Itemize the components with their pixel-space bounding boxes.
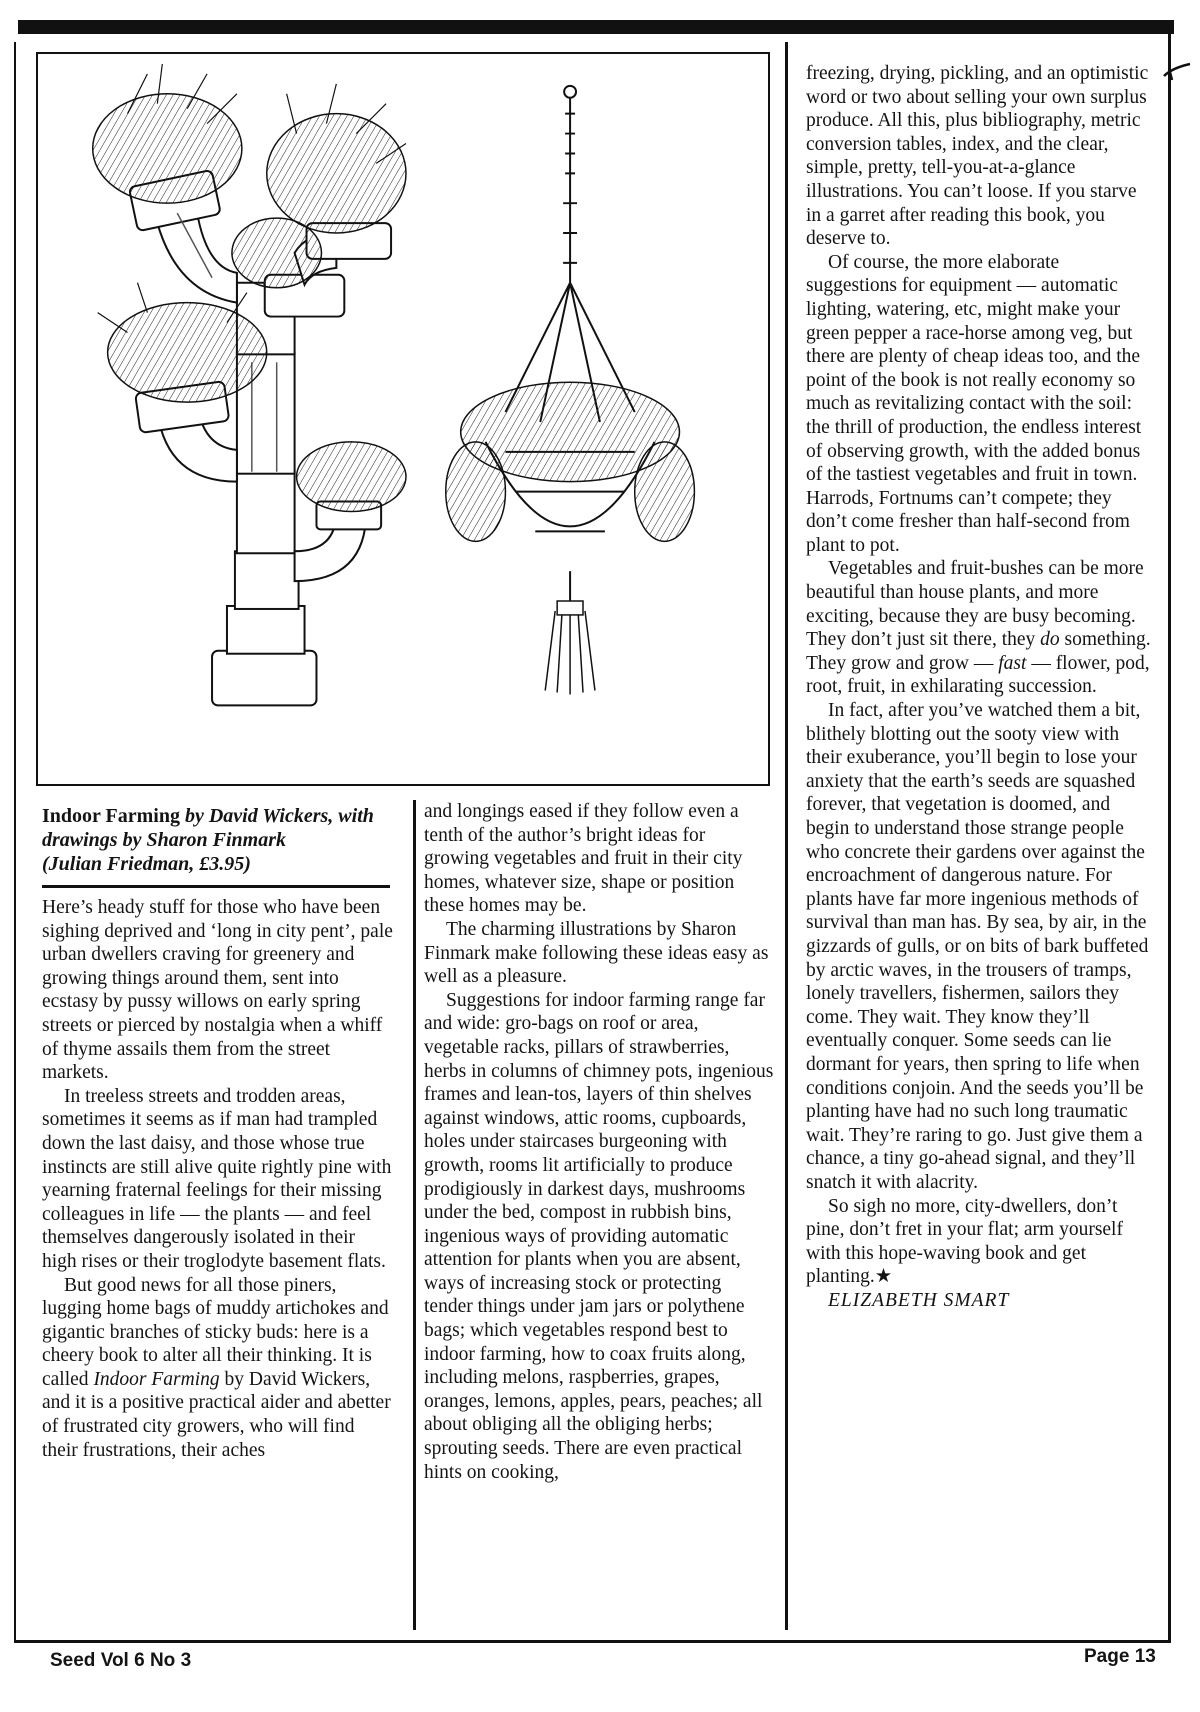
macrame-tassel xyxy=(545,601,595,694)
paragraph xyxy=(806,557,1154,699)
caption-rule xyxy=(42,885,390,888)
book-title-inline: Indoor Farming xyxy=(93,1368,220,1390)
pen-mark-icon xyxy=(1162,62,1192,82)
paragraph: The charming illustrations by Sharon Finmark make following these ideas easy as well as a pleasure. xyxy=(424,918,769,988)
text-run: by David Wickers, and it is a positive practical aider and abetter of frustrated city growers, who will find their frustrations, their aches xyxy=(42,1368,391,1461)
paragraph: Here’s heady stuff for those who have been sighing deprived and ‘long in city pent’, pale urban dwellers craving for greenery and growing things around them, sent into ecstasy by pussy willows on early spring streets or pierced by nostalgia when a whiff of thyme assails them from the street markets. xyxy=(42,897,393,1084)
paragraph: Suggestions for indoor farming range far and wide: gro-bags on roof or area, vegetable racks, pillars of strawberries, herbs in columns of chimney pots, ingenious frames and lean-tos, layers of thin shelves against windows, attic rooms, cupboards, holes under staircases burgeoning with growth, rooms lit artificially to produce prodigiously in darkest days, mushrooms under the bed, compost in rubbish bins, ingenious ways of providing automatic attention for plants when you are absent, ways of increasing stock or protecting tender things under jam jars or polythene bags; which vegetables respond best to indoor farming, how to coax fruits along, including melons, raspberries, grapes, oranges, lemons, apples, pears, peaches; all about obliging all the obliging herbs; sprouting seeds. There are even practical hints on cooking, xyxy=(424,989,774,1483)
paragraph xyxy=(42,1274,394,1463)
article-column-1 xyxy=(42,896,394,1462)
article-column-2 xyxy=(424,800,774,1484)
text-run: something. They grow and grow — xyxy=(806,629,1151,674)
plant-illustration xyxy=(38,54,768,784)
author-byline: ELIZABETH SMART xyxy=(828,1289,1010,1311)
article-column-3 xyxy=(806,62,1154,1312)
paragraph: In treeless streets and trodden areas, sometimes it seems as if man had trampled down the last daisy, and those whose true instincts are still alive quite rightly pine with yearning fraternal feelings for their missing colleagues in life — the plants — and feel themselves dangerously isolated in their high rises or their troglodyte basement flats. xyxy=(42,1085,392,1272)
emphasis: do xyxy=(1040,629,1060,651)
paragraph: freezing, drying, pickling, and an optimistic word or two about selling your own surplus produce. All this, plus bibliography, metric conversion tables, index, and the clear, simple, pretty, tell-you-at-a-glance illustrations. You can’t loose. If you starve in a garret after reading this book, you deserve to. xyxy=(806,63,1149,250)
hanging-foliage xyxy=(446,382,695,541)
text-run: — flower, pod, root, fruit, in exhilarating succession. xyxy=(806,652,1150,698)
text-run: But good news for all those piners, lugging home bags of muddy artichokes and gigantic branches of sticky buds: here is a cheery book to alter all their thinking. It is called xyxy=(42,1274,389,1390)
book-publisher: (Julian Friedman, £3.95) xyxy=(42,853,251,875)
book-credits: by David Wickers, with drawings by Sharon Finmark xyxy=(42,805,374,851)
frame-right-rule xyxy=(1168,34,1171,1642)
paragraph: In fact, after you’ve watched them a bit, blithely blotting out the sooty view with their exuberance, you’ll begin to lose your anxiety that the earth’s seeds are squashed forever, that vegetation is doomed, and begin to understand those strange people who concrete their gardens over against the encroachment of dangerous nature. For plants have far more ingenious methods of survival than man has. By sea, by air, in the gizzards of gulls, or on bits of bark buffeted by arctic waves, in the trousers of tramps, lonely travellers, fishermen, sailors they come. They wait. They know they’ll eventually conquer. Some seeds can lie dormant for years, then spring to life when conditions conjoin. And the seeds you’ll be planting have had no such long traumatic wait. They’re raring to go. Just give them a chance, a tiny go-ahead signal, and they’ll snatch it with alacrity. xyxy=(806,700,1149,1193)
emphasis: fast xyxy=(998,652,1027,674)
column-divider-1 xyxy=(413,800,416,1630)
text-run: Vegetables and fruit-bushes can be more beautiful than house plants, and more exciting, because they are busy becoming. They don’t just sit there, they xyxy=(806,558,1144,651)
top-rule xyxy=(18,20,1174,34)
page-number: Page 13 xyxy=(1084,1646,1156,1667)
column-divider-2 xyxy=(785,42,788,1630)
book-caption xyxy=(42,804,392,876)
paragraph: So sigh no more, city-dwellers, don’t pine, don’t fret in your flat; arm yourself with this hope-waving book and get planting.★ xyxy=(806,1195,1123,1288)
macrame-hanger-drawing xyxy=(486,86,655,611)
paragraph: and longings eased if they follow even a tenth of the author’s bright ideas for growing vegetables and fruit in their city homes, whatever size, shape or position these homes may be. xyxy=(424,801,743,917)
publication-footer: Seed Vol 6 No 3 xyxy=(50,1650,192,1671)
frame-left-rule xyxy=(14,42,16,1642)
paragraph: Of course, the more elaborate suggestions for equipment — automatic lighting, watering, etc, might make your green pepper a race-horse among veg, but there are plenty of cheap ideas too, and the point of the book is not really economy so much as revitalizing contact with the soil: the thrill of production, the endless interest of observing growth, with the added bonus of the tastiest vegetables and fruit in town. Harrods, Fortnums can’t compete; they don’t come fresher than half-second from plant to pot. xyxy=(806,251,1142,556)
frame-bottom-rule xyxy=(14,1640,1171,1643)
illustration-frame xyxy=(36,52,770,786)
book-title: Indoor Farming xyxy=(42,805,180,827)
